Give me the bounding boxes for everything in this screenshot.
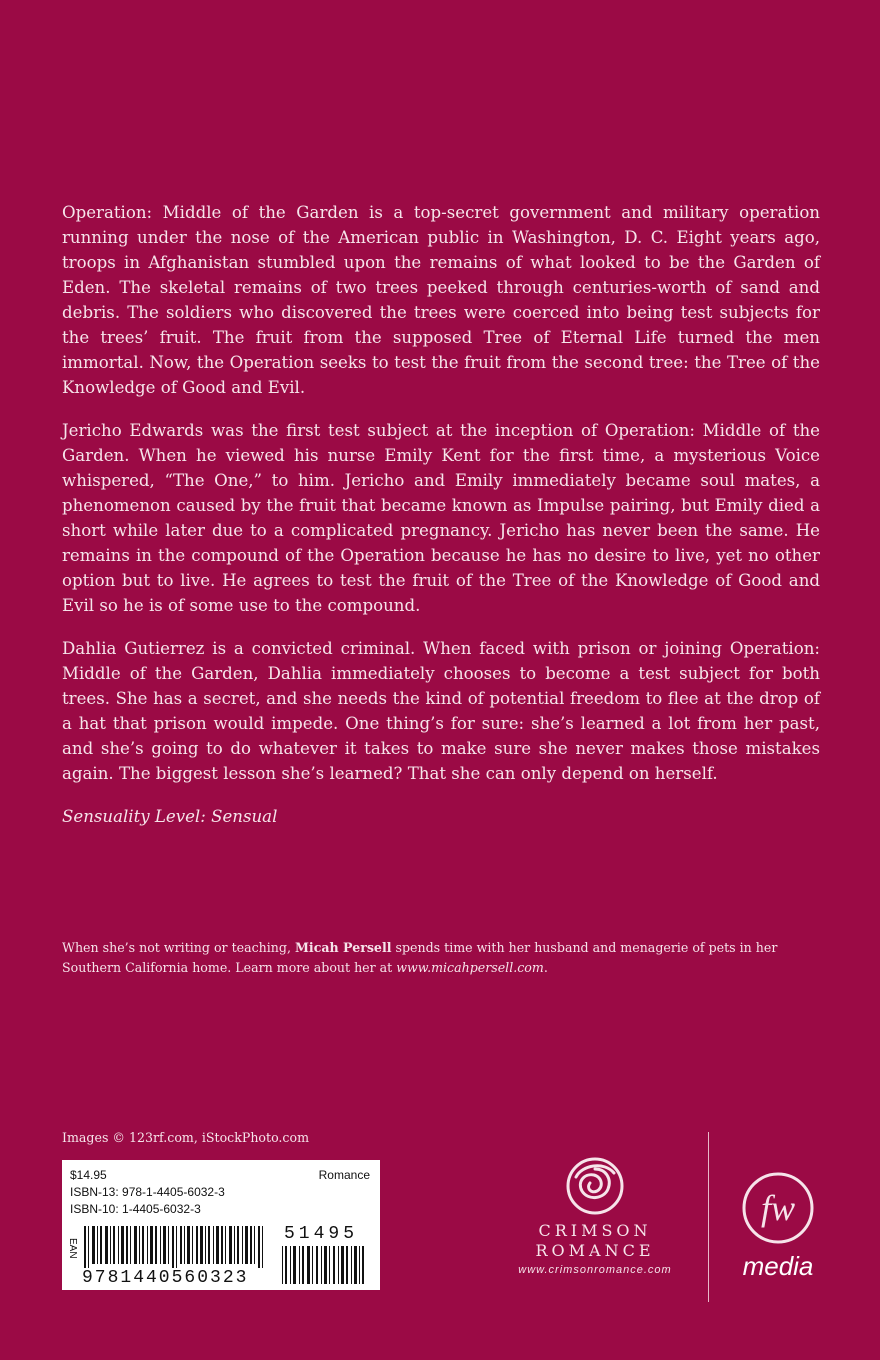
sensuality-level: Sensuality Level: Sensual	[62, 807, 278, 826]
blurb-paragraph-3: Dahlia Gutierrez is a convicted criminal. When faced with prison or joining Operation: Middle of the Garden, Dahlia immediately chooses to become a test subject for both trees. She has a secret, and she needs the kind of potential freedom to flee at the drop of a hat that prison would impede. One thing’s for sure: she’s learned a lot from her past, and she’s going to do whatever it takes to make sure she never makes those mistakes again. The biggest lesson she’s learned? That she can only depend on herself.	[62, 639, 820, 783]
publisher-name-line2: ROMANCE	[535, 1241, 655, 1260]
fw-media-logo	[740, 1170, 816, 1280]
isbn10-label: ISBN-10: 1-4405-6032-3	[70, 1202, 201, 1216]
fw-circle-icon	[740, 1170, 816, 1246]
image-credits: Images © 123rf.com, iStockPhoto.com	[62, 1130, 310, 1145]
logo-divider	[708, 1132, 709, 1302]
fw-logo-text: fw	[760, 1188, 796, 1228]
ean-digits: 9781440560323	[82, 1268, 249, 1288]
rose-icon	[564, 1155, 626, 1217]
ean-barcode-bars	[84, 1226, 274, 1268]
fw-media-text: media	[742, 1251, 814, 1281]
ean-label: EAN	[67, 1238, 78, 1259]
genre-label: Romance	[318, 1168, 370, 1182]
crimson-romance-logo	[500, 1155, 690, 1279]
author-bio	[62, 938, 832, 978]
publisher-name-line1: CRIMSON	[538, 1221, 652, 1240]
author-name: Micah Persell	[294, 940, 392, 955]
price-addon-digits: 51495	[284, 1224, 359, 1244]
back-cover-blurb	[62, 200, 820, 847]
blurb-paragraph-1: Operation: Middle of the Garden is a top-secret government and military operation running under the nose of the American public in Washington, D. C. Eight years ago, troops in Afghanistan stumbled upon the remains of what looked to be the Garden of Eden. The skeletal remains of two trees peeked through centuries-worth of sand and debris. The soldiers who discovered the trees were coerced into being test subjects for the trees’ fruit. The fruit from the supposed Tree of Eternal Life turned the men immortal. Now, the Operation seeks to test the fruit from the second tree: the Tree of the Knowledge of Good and Evil.	[62, 203, 820, 397]
price-addon-bars	[282, 1246, 370, 1284]
blurb-paragraph-2: Jericho Edwards was the first test subject at the inception of Operation: Middle of the Garden. When he viewed his nurse Emily Kent for the first time, a mysterious Voice whispered, “The One,” to him. Jericho and Emily immediately became soul mates, a phenomenon caused by the fruit that became known as Impulse pairing, but Emily died a short while later due to a complicated pregnancy. Jericho has never been the same. He remains in the compound of the Operation because he has no desire to live, yet no other option but to live. He agrees to test the fruit of the Tree of the Knowledge of Good and Evil so he is of some use to the compound.	[62, 421, 820, 615]
barcode-block	[62, 1160, 380, 1290]
author-website: www.micahpersell.com	[396, 960, 544, 975]
isbn13-label: ISBN-13: 978-1-4405-6032-3	[70, 1185, 225, 1199]
bio-text-mid: spends time with her husband and menagerie of pets in her Southern California home. Learn more about her at	[62, 940, 778, 975]
publisher-url: www.crimsonromance.com	[518, 1264, 672, 1276]
bio-text-pre: When she’s not writing or teaching,	[62, 940, 295, 955]
price-label: $14.95	[70, 1168, 107, 1182]
bio-text-post: .	[543, 960, 548, 975]
